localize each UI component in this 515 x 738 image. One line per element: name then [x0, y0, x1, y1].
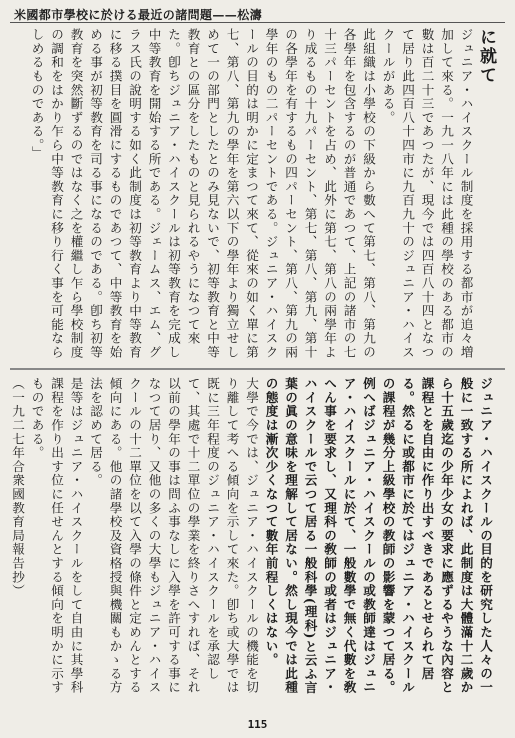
- lower-text-block: [10, 377, 495, 702]
- paragraph: 是等はジュニア・ハイスクールをして自由に其學科課程を作り出す位に任せんとする傾向を明かに示すものである。: [29, 377, 84, 695]
- citation: （一九二七年合衆國教育局報告抄）: [10, 377, 25, 598]
- section-heading: に就て: [476, 28, 496, 85]
- section-divider: [10, 368, 505, 370]
- paragraph: 此組織は小學校の下級から數へて第七、第八、第九の各學年を包含するのが普通であつて、上記の諸市の七十三パーセントを占め、此外に第七、第八の兩學年より成るもの十九パーセント、第七、第八、第九、第十の各學年を有するもの四パーセント、第八、第九の兩學年のもの二パーセントである。ジュニア・ハイスクールの目的は明かに定まつて來て、從來の如く單に第七、第八、第九の學年を第六以下の學年より獨立せしめて一の部門としたとのみ見ないで、初等教育と中等教育との區分をしたものと見られるやうになつて來た。卽ちジュニア・ハイスクールは初等教育を完成し中等教育を開始する所である。ジェームス、エム、グラス氏の說明する如く此制度は初等教育より中等教育に移る撲目を圓滑にするものであつて、中等教育を始める事が初等教育を司る事になるのである。卽ち初等教育を突然斷ずるのではなく之を權繼し乍ら學校制度の調和をはかり乍ら中等教育に移り行く事を可能ならしめるものである。」: [29, 28, 376, 360]
- paragraph: 大學で今では、ジュニア・ハイスクールの機能を切り離して考へる傾向を示して來た。卽ち或大學では既に三年程度のジュニア・ハイスクールを承認して、其處で十二單位の學業を終りさへすれば、それ以前の學年の事は問ふ事なしに入學を許可する事になつて居り、又他の多くの大學もジュニア・ハイスクールの十二單位を以て入學の條件と定めんとする傾向にある。他の諸學校及資格授與機關もかゝる方法を認めて居る。: [88, 377, 259, 695]
- paragraph: ジュニア・ハイスクールの目的を研究した人々の一般に一致する所によれば、此制度は大體滿十二歲から十五歲迄の少年少女の要求に應ずるやうな內容と課程とを自由に作り出すべきであるとせられて居る。然るに或都市に於てはジュニア・ハイスクールの課程が幾分上級學校の教師の影響を蒙つて居る。例へばジュニア・ハイスクールの或教師達はジュニア・ハイスクールに於て、一般數學で無く代數を敎へん事を要求し、又理科の敎師の或者はジュニア・ハイスクールで云つて居る一般科學(理科)と云ふ言葉の眞の意味を理解して居ない。然し現今では此種の態度は漸次少くなつて數年前程しくはない。: [263, 377, 493, 695]
- paragraph: ジュニア・ハイスクール制度を採用する都市が追々増加して來る。一九一八年には此種の學校のある都市の數は百二十三であつたが、現今では四百八十四となつて居り此四百八十四市に九百九十のジュニア・ハイスクールがある。: [380, 28, 474, 360]
- header-rule: [10, 22, 505, 23]
- page-number: 115: [247, 718, 268, 731]
- running-header: 米國都市學校に於ける最近の諸問題——松濤: [14, 8, 263, 22]
- upper-text-block: [29, 28, 496, 363]
